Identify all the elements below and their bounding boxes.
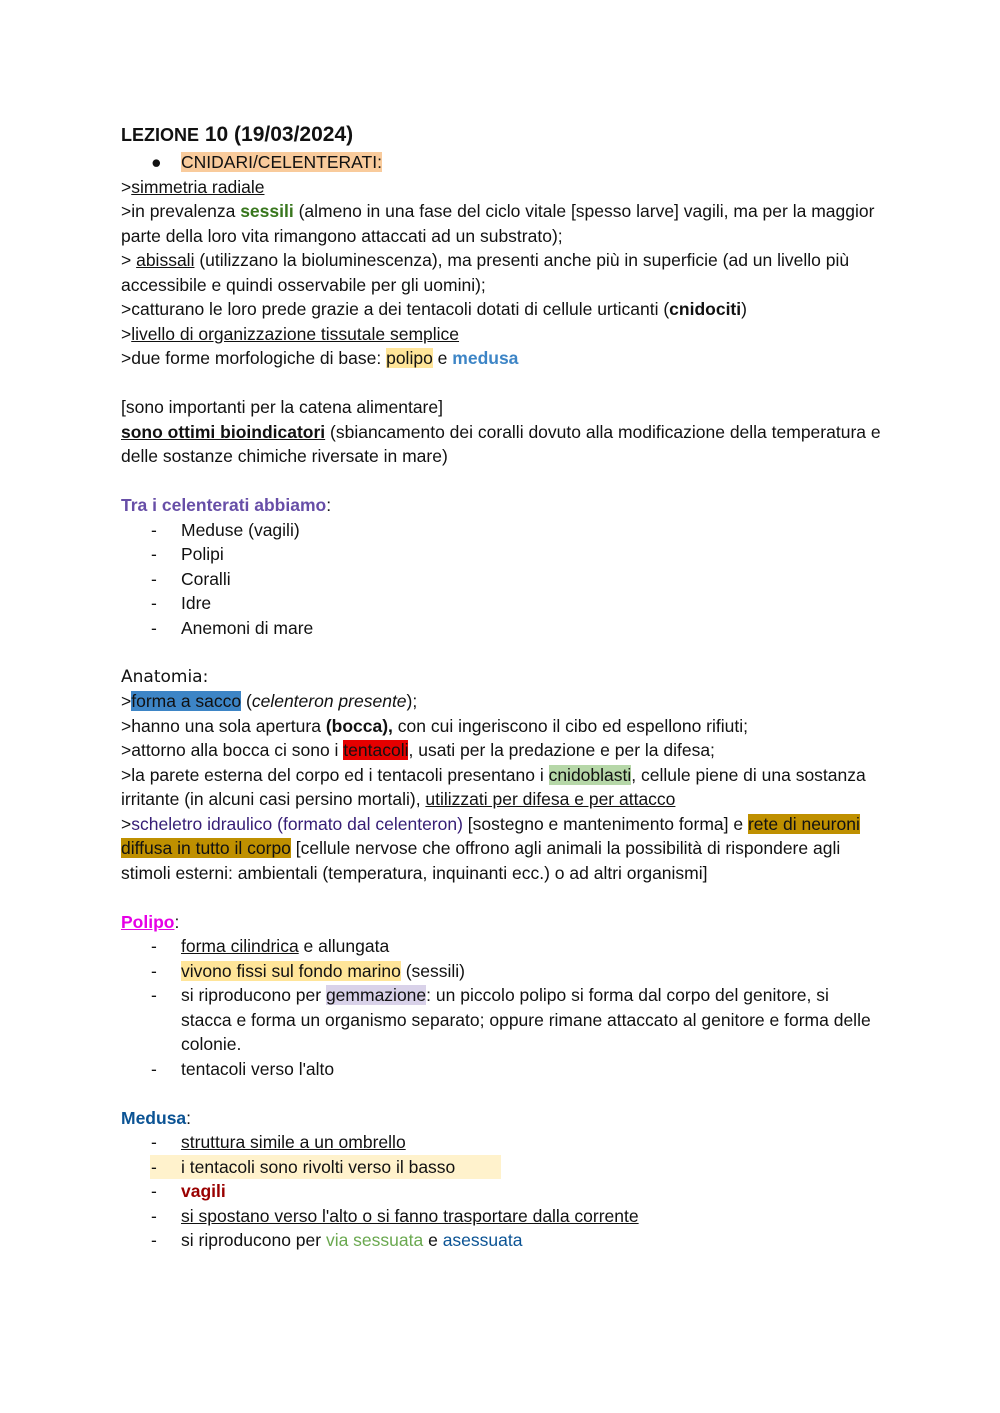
list-item-label: Meduse (vagili) xyxy=(181,519,300,540)
dash-icon: - xyxy=(151,519,157,540)
keyword-vagili: vagili xyxy=(181,1181,226,1201)
text: (sbiancamento dei coralli dovuto alla modificazione della temperatura e delle sostanze chimiche riversate in mare) xyxy=(121,421,881,466)
keyword-medusa: medusa xyxy=(452,348,519,368)
text: > xyxy=(121,176,132,197)
importance-line-2 xyxy=(121,420,881,469)
spacer xyxy=(121,371,881,396)
cnidari-line-6 xyxy=(121,346,881,371)
list-item xyxy=(150,1155,501,1180)
list-item-label: tentacoli verso l'alto xyxy=(181,1058,335,1079)
anatomia-line-1 xyxy=(121,689,881,714)
cnidari-line-2 xyxy=(121,199,881,248)
text: ( xyxy=(241,691,252,711)
heading-text: Tra i celenterati abbiamo xyxy=(121,495,327,515)
spacer xyxy=(121,885,881,910)
text: : un piccolo polipo si forma dal corpo del genitore, si stacca e forma un organismo separato; oppure rimane attaccato al genitore e forma delle colonie. xyxy=(181,985,871,1054)
list-item-label: Coralli xyxy=(181,568,231,589)
spacer xyxy=(121,469,881,494)
anatomia-line-3 xyxy=(121,738,881,763)
polipo-heading xyxy=(121,910,881,935)
document-body xyxy=(121,120,881,1253)
cnidari-line-4 xyxy=(121,297,881,322)
text: >la parete esterna del corpo ed i tentacoli presentano i xyxy=(121,764,549,785)
list-item xyxy=(121,1057,881,1082)
bullet-icon: ● xyxy=(151,152,162,172)
list-item xyxy=(121,616,881,641)
list-item-label: Polipi xyxy=(181,544,224,564)
highlight-polipo: polipo xyxy=(386,348,433,368)
text: e xyxy=(432,348,453,368)
text: (almeno in una fase del ciclo vitale [spesso larve] vagili, ma per la maggior parte della loro vita rimangono attaccati ad un substrato); xyxy=(121,201,875,246)
text: si riproducono per xyxy=(181,985,326,1005)
importance-line-1: [sono importanti per la catena alimentare] xyxy=(121,397,443,417)
list-item-label: i tentacoli sono rivolti verso il basso xyxy=(181,1156,456,1177)
list-item xyxy=(121,934,881,959)
celenterati-heading xyxy=(121,493,881,518)
cnidari-line-3 xyxy=(121,248,881,297)
list-item xyxy=(121,542,881,567)
list-item xyxy=(121,983,881,1057)
text: e allungata xyxy=(298,936,390,956)
dash-icon: - xyxy=(151,960,157,981)
text: >due forme morfologiche di base: xyxy=(121,348,387,368)
anatomia-line-5 xyxy=(121,812,881,886)
list-item xyxy=(121,959,881,984)
highlight-forma-a-sacco: forma a sacco xyxy=(131,691,242,711)
anatomia-line-4 xyxy=(121,763,881,812)
list-item xyxy=(121,518,881,543)
text: ); xyxy=(406,691,418,711)
title-date: 10 (19/03/2024) xyxy=(199,123,354,146)
text: > xyxy=(121,323,132,344)
text: > xyxy=(121,250,137,270)
list-item xyxy=(121,1228,881,1253)
underlined-text: simmetria radiale xyxy=(131,176,265,197)
dash-icon: - xyxy=(151,617,157,638)
underlined-text: struttura simile a un ombrello xyxy=(181,1132,406,1152)
list-item-label: Idre xyxy=(181,593,212,613)
title-prefix: LEZIONE xyxy=(121,125,200,145)
dash-icon: - xyxy=(151,1156,157,1177)
colored-text: asessuata xyxy=(442,1230,523,1250)
text: e xyxy=(423,1230,443,1250)
anatomia-line-2 xyxy=(121,714,881,739)
underlined-text: abissali xyxy=(136,250,195,270)
bold-text: (bocca), xyxy=(325,715,393,736)
colored-text: scheletro idraulico (formato dal celenteron) xyxy=(131,813,463,834)
text: > xyxy=(121,691,132,711)
text: , cellule piene di una sostanza irritante (in alcuni casi persino mortali), xyxy=(121,764,866,809)
text: si riproducono per xyxy=(181,1230,326,1250)
text: >hanno una sola apertura xyxy=(121,715,326,736)
underlined-text: livello di organizzazione tissutale semplice xyxy=(131,323,460,344)
spacer xyxy=(121,640,881,665)
text: : xyxy=(174,911,180,932)
heading-text: Polipo xyxy=(121,911,175,932)
dash-icon: - xyxy=(151,1230,157,1250)
cnidari-heading: CNIDARI/CELENTERATI: xyxy=(181,152,382,172)
dash-icon: - xyxy=(151,1205,157,1226)
dash-icon: - xyxy=(151,936,157,956)
colored-text: via sessuata xyxy=(325,1230,424,1250)
keyword-sessili: sessili xyxy=(240,201,294,221)
highlight-text: vivono fissi sul fondo marino xyxy=(181,960,401,981)
highlight-gemmazione: gemmazione xyxy=(325,985,427,1005)
list-item xyxy=(121,567,881,592)
text: : xyxy=(326,495,332,515)
dash-icon: - xyxy=(151,568,157,589)
cnidari-line-1 xyxy=(121,175,881,200)
dash-icon: - xyxy=(151,1132,157,1152)
text: >in prevalenza xyxy=(121,201,241,221)
bold-underlined-text: sono ottimi bioindicatori xyxy=(121,421,326,442)
highlight-rete-di-neuroni: rete di neuroni diffusa in tutto il corpo xyxy=(121,813,860,858)
dash-icon: - xyxy=(151,1181,157,1201)
underlined-text: si spostano verso l'alto o si fanno trasportare dalla corrente xyxy=(181,1205,639,1226)
list-item xyxy=(121,1204,881,1229)
text: [cellule nervose che offrono agli animali la possibilità di rispondere agli stimoli esterni: ambientali (temperatura, inquinanti ecc.) o ad altri organismi] xyxy=(121,838,841,883)
text: >attorno alla bocca ci sono i xyxy=(121,740,344,760)
page-title xyxy=(121,120,881,150)
text: > xyxy=(121,813,132,834)
section-heading-cnidari xyxy=(121,150,881,175)
highlight-tentacoli: tentacoli xyxy=(343,740,409,760)
italic-text: celenteron presente xyxy=(251,691,407,711)
bold-text: cnidociti xyxy=(669,299,742,319)
cnidari-line-5 xyxy=(121,322,881,347)
text: : xyxy=(186,1107,192,1128)
list-item xyxy=(121,1179,881,1204)
list-item-label: Anemoni di mare xyxy=(181,617,314,638)
dash-icon: - xyxy=(151,1058,157,1079)
list-item xyxy=(121,591,881,616)
text: >catturano le loro prede grazie a dei tentacoli dotati di cellule urticanti ( xyxy=(121,299,670,319)
medusa-heading xyxy=(121,1106,881,1131)
text: con cui ingeriscono il cibo ed espellono rifiuti; xyxy=(392,715,748,736)
highlight-cnidoblasti: cnidoblasti xyxy=(548,764,632,785)
underlined-text: forma cilindrica xyxy=(181,936,299,956)
heading-text: Medusa xyxy=(121,1107,187,1128)
dash-icon: - xyxy=(151,985,157,1005)
text: [sostegno e mantenimento forma] e xyxy=(462,813,748,834)
text: (utilizzano la bioluminescenza), ma presenti anche più in superficie (ad un livello più accessibile e quindi osservabile per gli uomini); xyxy=(121,250,850,295)
text: (sessili) xyxy=(400,960,465,981)
dash-icon: - xyxy=(151,544,157,564)
underlined-text: utilizzati per difesa e per attacco xyxy=(425,789,676,809)
anatomia-heading: Anatomia: xyxy=(121,666,209,687)
text: ) xyxy=(741,299,747,319)
spacer xyxy=(121,1081,881,1106)
dash-icon: - xyxy=(151,593,157,613)
list-item xyxy=(121,1130,881,1155)
text: , usati per la predazione e per la difesa; xyxy=(408,740,715,760)
